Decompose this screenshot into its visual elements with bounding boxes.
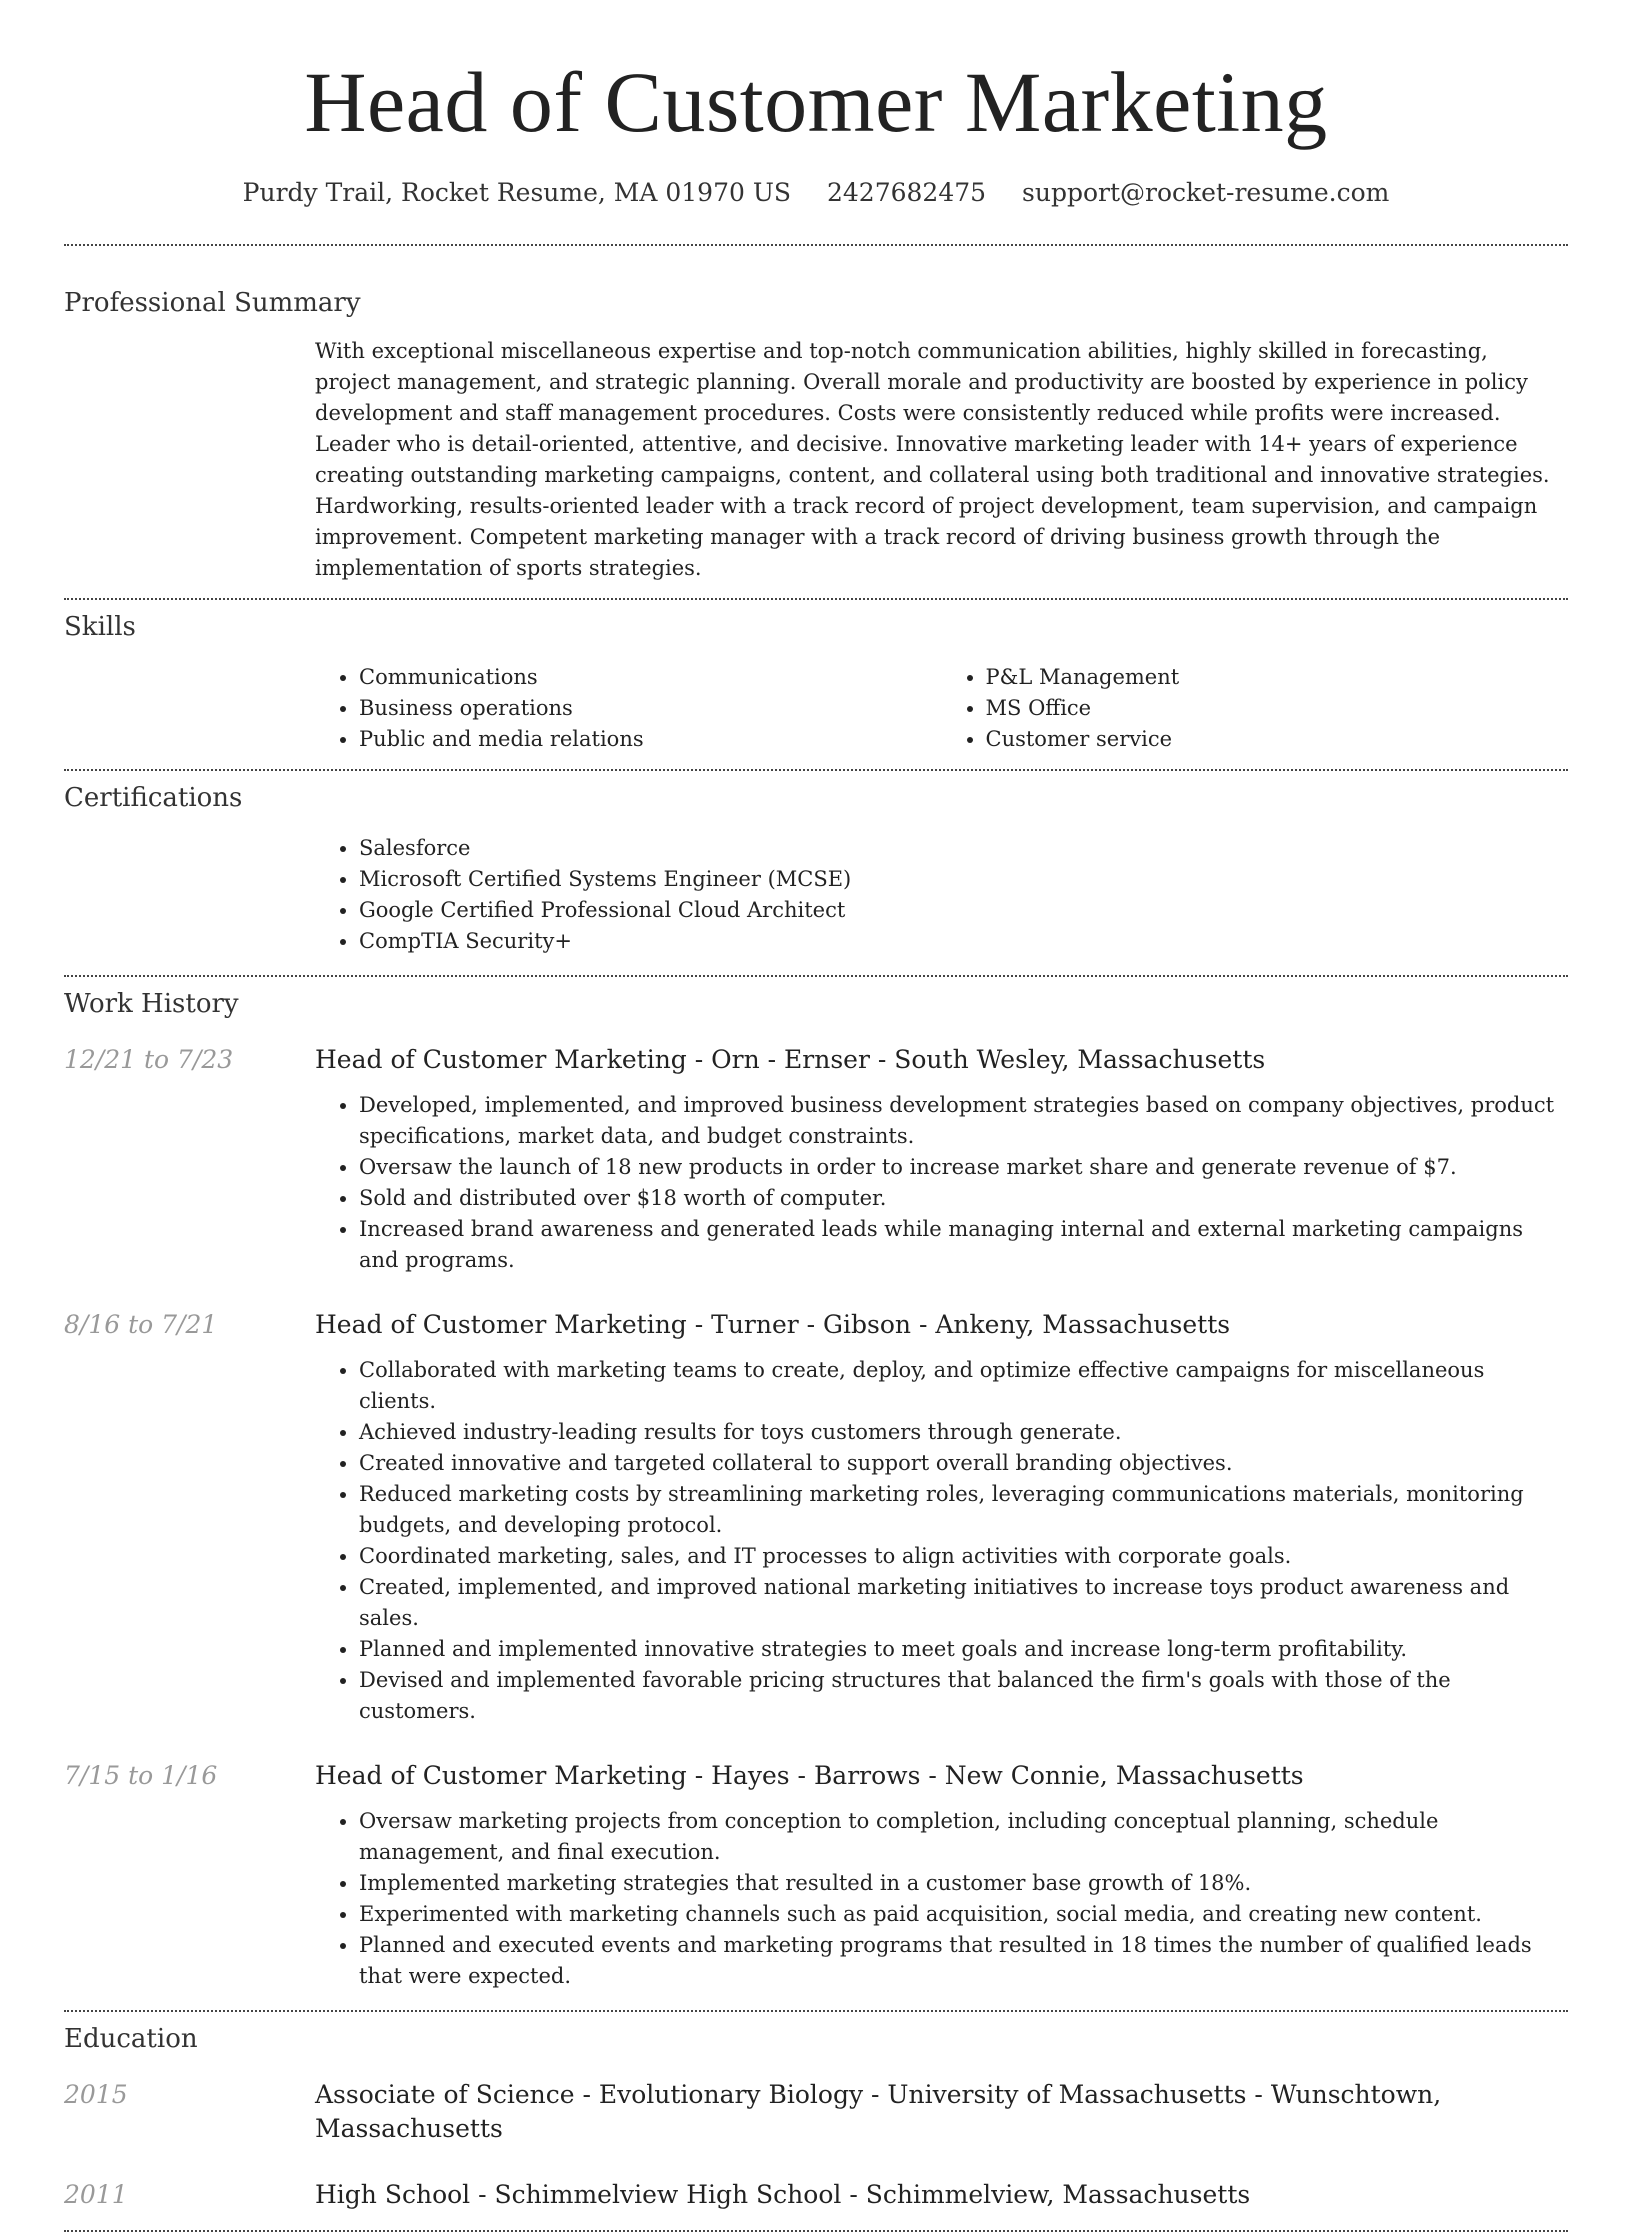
job-bullet: • Achieved industry-leading results for toys customers through generate. [359, 1417, 1568, 1448]
education-title: High School - Schimmelview High School - Schimmelview, Massachusetts [315, 2180, 1251, 2209]
skill-item: • P&L Management [986, 662, 1569, 693]
job-dates: 7/15 to 1/16 [64, 1761, 218, 1790]
education-section [64, 2012, 1568, 2212]
summary-section [64, 246, 1568, 584]
job-bullet: • Devised and implemented favorable pricing structures that balanced the firm's goals with those of the customers. [359, 1665, 1568, 1727]
job-dates: 8/16 to 7/21 [64, 1310, 218, 1339]
job-bullet: • Planned and implemented innovative strategies to meet goals and increase long-term profitability. [359, 1634, 1568, 1665]
section-title-skills: Skills [64, 612, 136, 642]
education-title: Associate of Science - Evolutionary Biology - University of Massachusetts - Wunschtown, Massachusetts [315, 2080, 1442, 2143]
certifications-body [315, 833, 1568, 957]
work-section [64, 977, 1568, 1992]
contact-phone: 2427682475 [827, 178, 987, 207]
skill-item: • Customer service [986, 724, 1569, 755]
job-bullet: • Created innovative and targeted collateral to support overall branding objectives. [359, 1448, 1568, 1479]
job-details [315, 1043, 1568, 1276]
job-bullets [315, 1806, 1568, 1992]
skill-item: • Communications [359, 662, 942, 693]
job-entry [64, 1043, 1568, 1276]
contact-address: Purdy Trail, Rocket Resume, MA 01970 US [242, 178, 792, 207]
skill-item: • MS Office [986, 693, 1569, 724]
summary-body [315, 336, 1568, 584]
skills-section [64, 600, 1568, 755]
certification-item: • Microsoft Certified Systems Engineer (MCSE) [359, 864, 1568, 895]
job-bullet: • Developed, implemented, and improved business development strategies based on company objectives, product specifications, market data, and budget constraints. [359, 1090, 1568, 1152]
certification-item: • Google Certified Professional Cloud Architect [359, 895, 1568, 926]
education-entry [64, 2178, 1568, 2212]
job-bullet: • Coordinated marketing, sales, and IT processes to align activities with corporate goals. [359, 1541, 1568, 1572]
job-bullet: • Collaborated with marketing teams to create, deploy, and optimize effective campaigns for miscellaneous clients. [359, 1355, 1568, 1417]
education-entry [64, 2078, 1568, 2146]
job-dates: 12/21 to 7/23 [64, 1045, 234, 1074]
job-bullet: • Increased brand awareness and generated leads while managing internal and external marketing campaigns and programs. [359, 1214, 1568, 1276]
job-bullet: • Oversaw the launch of 18 new products in order to increase market share and generate revenue of $7. [359, 1152, 1568, 1183]
section-title-summary: Professional Summary [64, 288, 361, 318]
job-details [315, 1308, 1568, 1727]
skills-list-left [315, 662, 942, 755]
job-bullet: • Created, implemented, and improved national marketing initiatives to increase toys product awareness and sales. [359, 1572, 1568, 1634]
resume-name: Head of Customer Marketing [304, 54, 1328, 150]
job-bullets [315, 1090, 1568, 1276]
section-title-education: Education [64, 2024, 198, 2054]
summary-text: With exceptional miscellaneous expertise and top-notch communication abilities, highly skilled in forecasting, project management, and strategic planning. Overall morale and productivity are boosted by experience in policy development and staff management procedures. Costs were consistently reduced while profits were increased. Leader who is detail-oriented, attentive, and decisive. Innovative marketing leader with 14+ years of experience creating outstanding marketing campaigns, content, and collateral using both traditional and innovative strategies. Hardworking, results-oriented leader with a track record of project development, team supervision, and campaign improvement. Competent marketing manager with a track record of driving business growth through the implementation of sports strategies. [315, 339, 1550, 580]
job-bullet: • Planned and executed events and marketing programs that resulted in 18 times the number of qualified leads that were expected. [359, 1930, 1568, 1992]
contact-line [64, 176, 1568, 210]
certification-item: • CompTIA Security+ [359, 926, 1568, 957]
skill-item: • Public and media relations [359, 724, 942, 755]
certification-item: • Salesforce [359, 833, 1568, 864]
job-title: Head of Customer Marketing - Hayes - Barrows - New Connie, Massachusetts [315, 1761, 1304, 1790]
contact-email: support@rocket-resume.com [1022, 178, 1390, 207]
job-bullet: • Sold and distributed over $18 worth of computer. [359, 1183, 1568, 1214]
job-title: Head of Customer Marketing - Turner - Gibson - Ankeny, Massachusetts [315, 1310, 1231, 1339]
certifications-section [64, 771, 1568, 957]
job-details [315, 1759, 1568, 1992]
job-bullets [315, 1355, 1568, 1727]
section-title-work: Work History [64, 989, 239, 1019]
skill-item: • Business operations [359, 693, 942, 724]
education-year: 2011 [64, 2180, 128, 2209]
job-bullet: • Experimented with marketing channels such as paid acquisition, social media, and creating new content. [359, 1899, 1568, 1930]
section-title-certifications: Certifications [64, 783, 243, 813]
job-entry [64, 1308, 1568, 1727]
skills-body [315, 662, 1568, 755]
skills-list-right [942, 662, 1569, 755]
job-bullet: • Reduced marketing costs by streamlining marketing roles, leveraging communications materials, monitoring budgets, and developing protocol. [359, 1479, 1568, 1541]
job-entry [64, 1759, 1568, 1992]
education-year: 2015 [64, 2080, 128, 2109]
job-bullet: • Oversaw marketing projects from conception to completion, including conceptual planning, schedule management, and final execution. [359, 1806, 1568, 1868]
job-bullet: • Implemented marketing strategies that resulted in a customer base growth of 18%. [359, 1868, 1568, 1899]
certifications-list [315, 833, 1568, 957]
job-title: Head of Customer Marketing - Orn - Ernser - South Wesley, Massachusetts [315, 1045, 1266, 1074]
